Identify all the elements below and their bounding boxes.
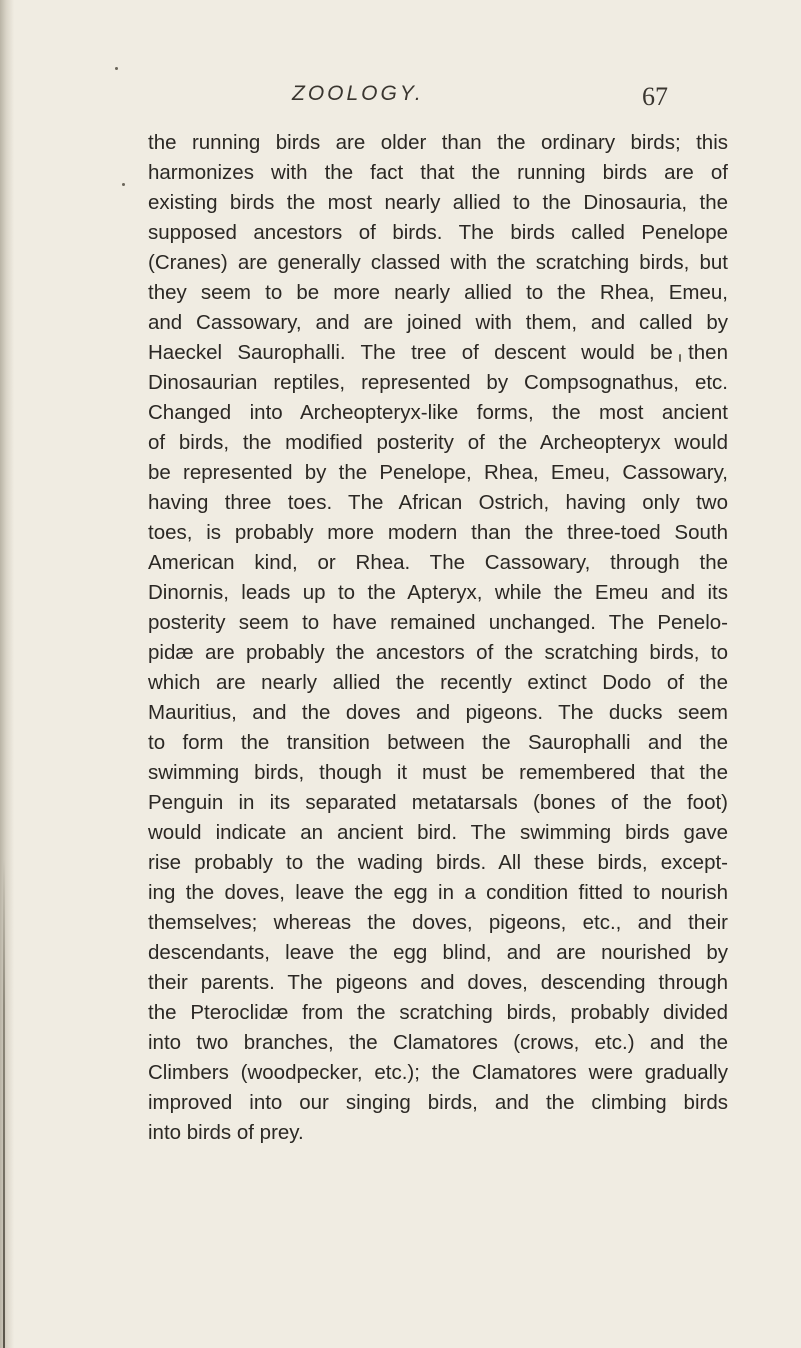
text-line: posterity seem to have remained unchanged. The Penelo-: [148, 611, 728, 634]
text-line: having three toes. The African Ostrich, having only two: [148, 491, 728, 514]
text-line: they seem to be more nearly allied to the Rhea, Emeu,: [148, 281, 728, 304]
page-header: [0, 82, 801, 112]
text-line: toes, is probably more modern than the three-toed South: [148, 521, 728, 544]
text-line: improved into our singing birds, and the climbing birds: [148, 1091, 728, 1114]
text-line: (Cranes) are generally classed with the scratching birds, but: [148, 251, 728, 274]
text-line: descendants, leave the egg blind, and are nourished by: [148, 941, 728, 964]
text-line: which are nearly allied the recently extinct Dodo of the: [148, 671, 728, 694]
page-number: 67: [642, 82, 668, 111]
text-line: Penguin in its separated metatarsals (bones of the foot): [148, 791, 728, 814]
text-line: rise probably to the wading birds. All these birds, except-: [148, 851, 728, 874]
text-line: swimming birds, though it must be remembered that the: [148, 761, 728, 784]
text-line: Dinornis, leads up to the Apteryx, while the Emeu and its: [148, 581, 728, 604]
text-line: into birds of prey.: [148, 1121, 304, 1144]
running-head: ZOOLOGY.: [292, 82, 424, 105]
text-line: to form the transition between the Saurophalli and the: [148, 731, 728, 754]
text-line: Mauritius, and the doves and pigeons. The ducks seem: [148, 701, 728, 724]
text-line: would indicate an ancient bird. The swimming birds gave: [148, 821, 728, 844]
text-line: supposed ancestors of birds. The birds called Penelope: [148, 221, 728, 244]
text-line: the running birds are older than the ordinary birds; this: [148, 131, 728, 154]
text-line: their parents. The pigeons and doves, descending through: [148, 971, 728, 994]
text-line: existing birds the most nearly allied to the Dinosauria, the: [148, 191, 728, 214]
text-line: the Pteroclidæ from the scratching birds, probably divided: [148, 1001, 728, 1024]
text-line: themselves; whereas the doves, pigeons, etc., and their: [148, 911, 728, 934]
text-line: harmonizes with the fact that the running birds are of: [148, 161, 728, 184]
text-line: pidæ are probably the ancestors of the scratching birds, to: [148, 641, 728, 664]
text-line: Haeckel Saurophalli. The tree of descent would be then: [148, 341, 728, 364]
speck: [122, 183, 125, 186]
speck: [115, 67, 118, 70]
text-line: American kind, or Rhea. The Cassowary, through the: [148, 551, 728, 574]
text-line: of birds, the modified posterity of the Archeopteryx would: [148, 431, 728, 454]
text-line: Dinosaurian reptiles, represented by Compsognathus, etc.: [148, 371, 728, 394]
text-line: Climbers (woodpecker, etc.); the Clamatores were gradually: [148, 1061, 728, 1084]
text-line: Changed into Archeopteryx-like forms, the most ancient: [148, 401, 728, 424]
text-line: and Cassowary, and are joined with them, and called by: [148, 311, 728, 334]
text-line: ing the doves, leave the egg in a condition fitted to nourish: [148, 881, 728, 904]
text-line: into two branches, the Clamatores (crows, etc.) and the: [148, 1031, 728, 1054]
binding-edge: [3, 860, 5, 1348]
text-line: be represented by the Penelope, Rhea, Emeu, Cassowary,: [148, 461, 728, 484]
